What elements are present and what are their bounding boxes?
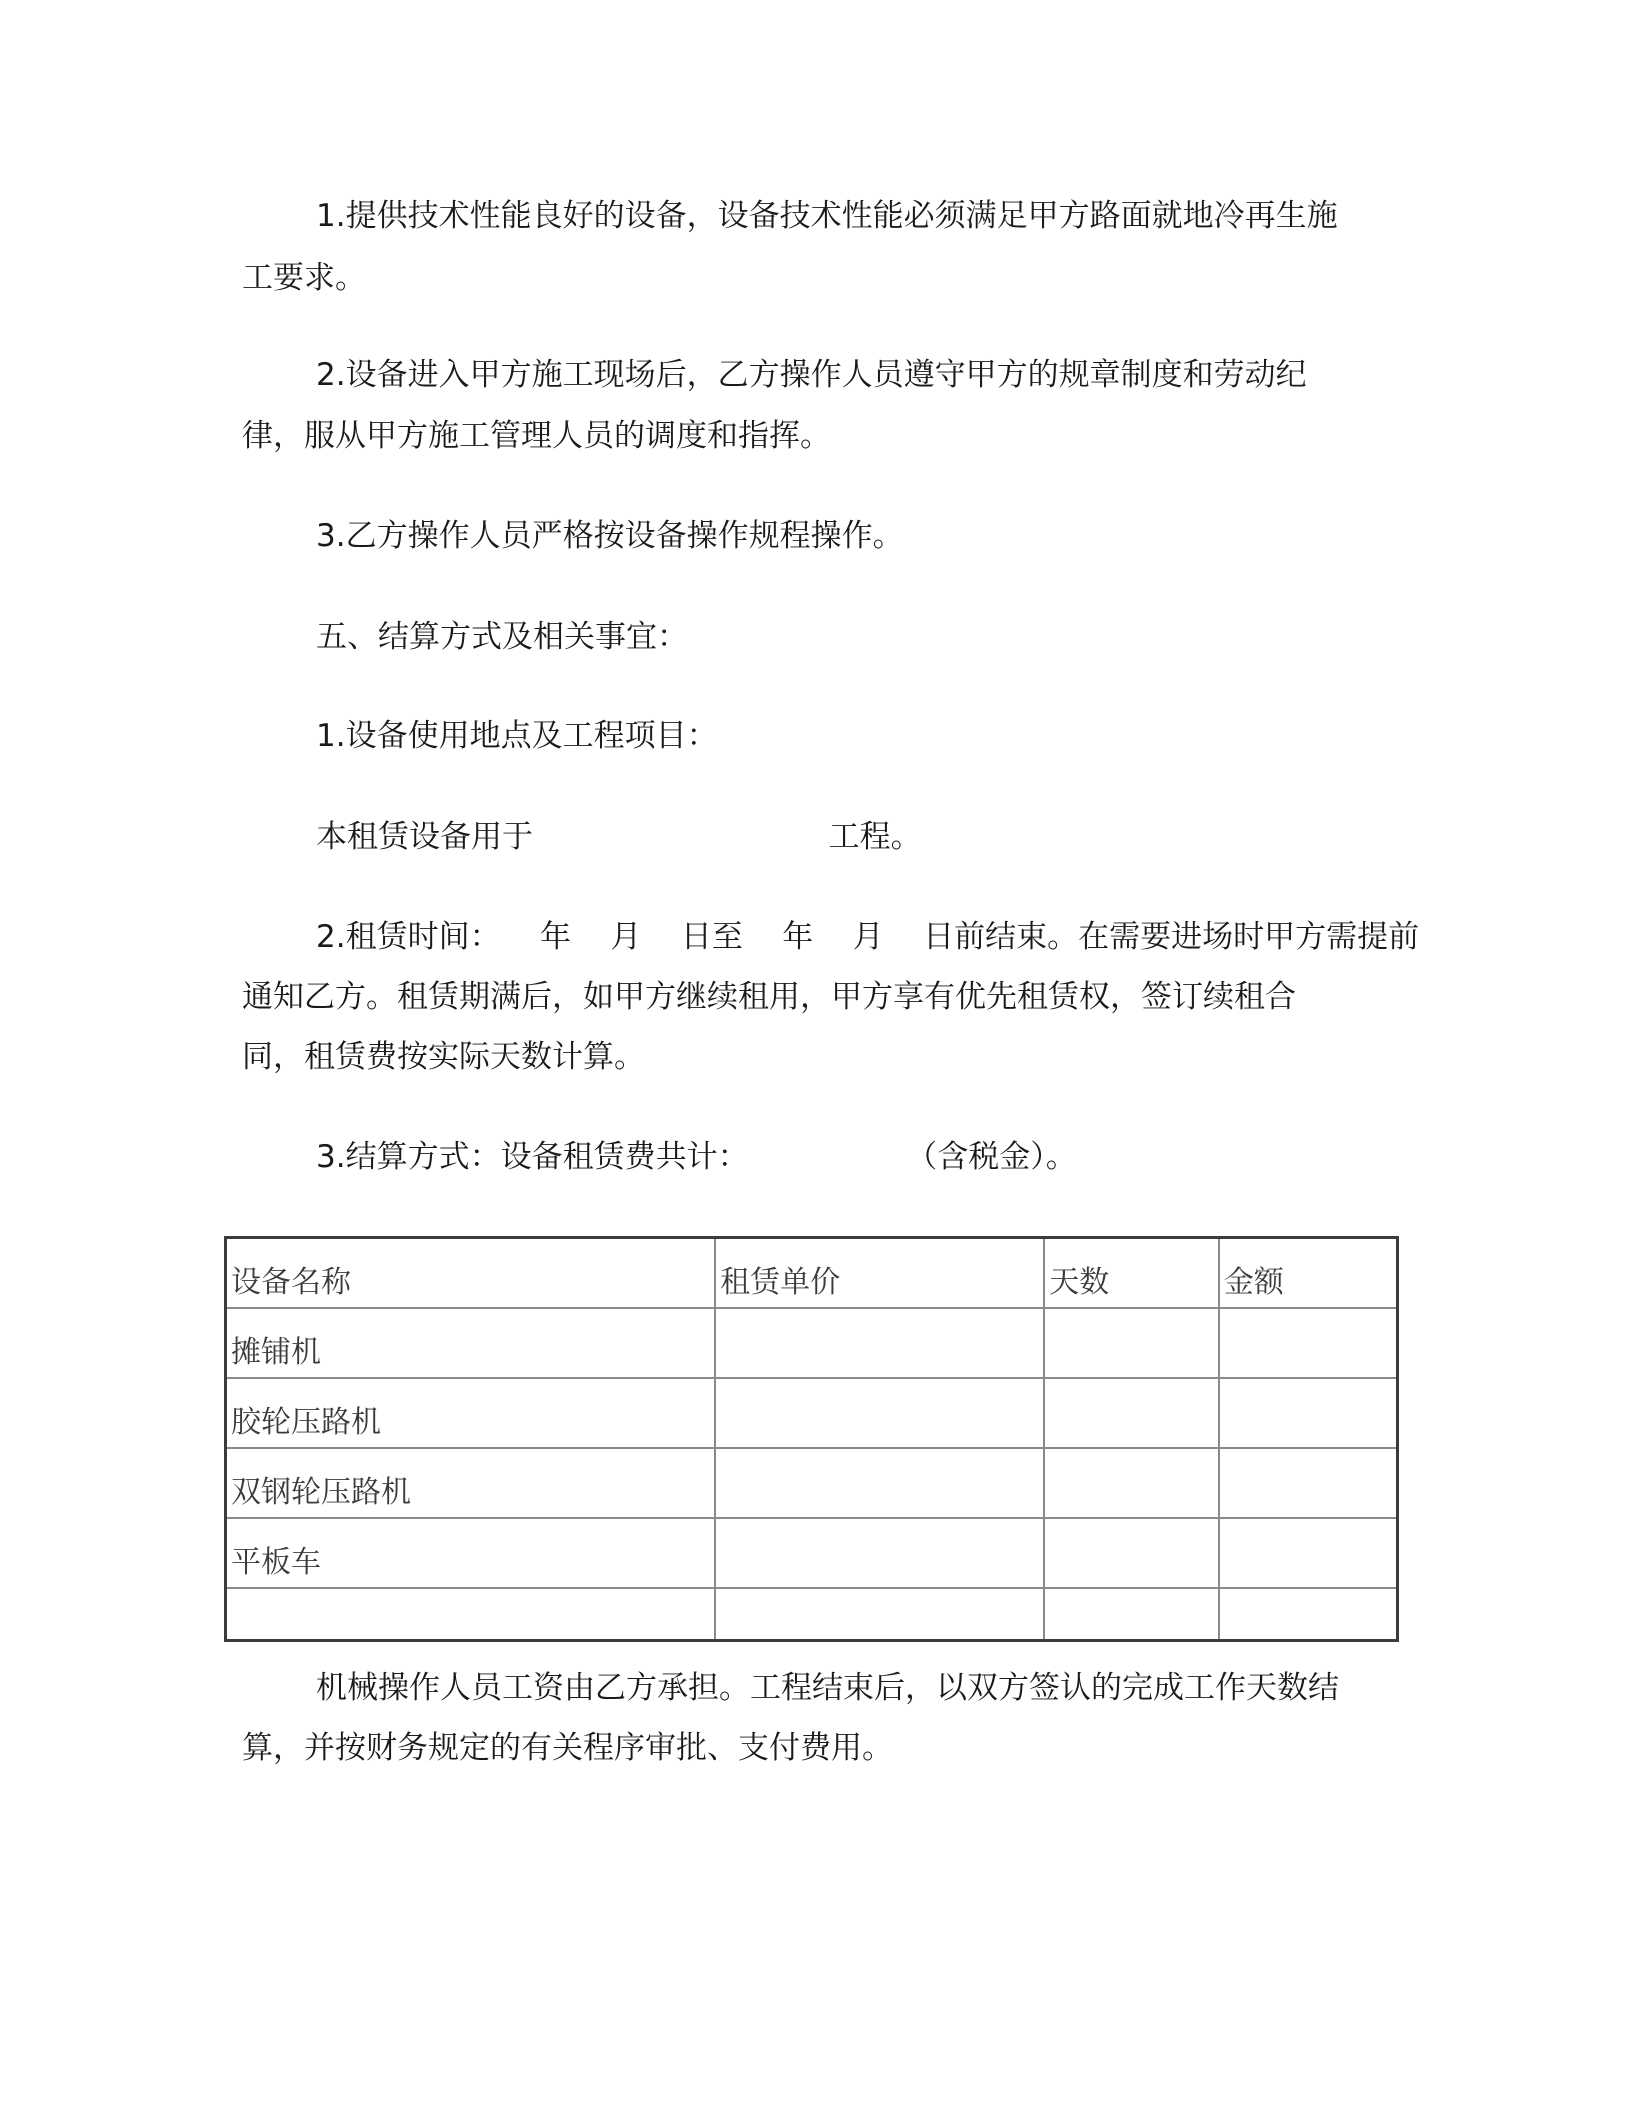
table-row — [226, 1448, 1398, 1518]
clause-2-line-1: 2.设备进入甲方施工现场后，乙方操作人员遵守甲方的规章制度和劳动纪 — [316, 357, 1307, 393]
section-5-item-2-line-2: 通知乙方。租赁期满后，如甲方继续租用，甲方享有优先租赁权，签订续租合 — [242, 979, 1296, 1015]
cell-unit-price — [715, 1588, 1044, 1641]
section-5-item-1: 1.设备使用地点及工程项目： — [316, 718, 718, 754]
section-5-item-2-line-3: 同，租赁费按实际天数计算。 — [242, 1039, 645, 1075]
clause-2-line-2: 律，服从甲方施工管理人员的调度和指挥。 — [242, 418, 831, 454]
header-unit-price: 租赁单价 — [715, 1238, 1044, 1309]
table-row — [226, 1518, 1398, 1588]
table-row — [226, 1308, 1398, 1378]
closing-line-2: 算，并按财务规定的有关程序审批、支付费用。 — [242, 1730, 893, 1766]
cell-days — [1044, 1588, 1219, 1641]
cell-unit-price — [715, 1378, 1044, 1448]
cell-amount — [1219, 1308, 1398, 1378]
clause-3: 3.乙方操作人员严格按设备操作规程操作。 — [316, 518, 904, 554]
clause-1-line-1: 1.提供技术性能良好的设备，设备技术性能必须满足甲方路面就地冷再生施 — [316, 198, 1338, 234]
cell-amount — [1219, 1518, 1398, 1588]
cell-unit-price — [715, 1518, 1044, 1588]
cell-days — [1044, 1378, 1219, 1448]
section-5-item-1-detail: 本租赁设备用于 工程。 — [316, 819, 922, 855]
header-days: 天数 — [1044, 1238, 1219, 1309]
table-header-row — [226, 1238, 1398, 1309]
cell-amount — [1219, 1448, 1398, 1518]
section-5-item-2-line-1: 2.租赁时间： 年 月 日至 年 月 日前结束。在需要进场时甲方需提前 — [316, 919, 1420, 955]
clause-1-line-2: 工要求。 — [242, 260, 366, 296]
table-row — [226, 1378, 1398, 1448]
cell-days — [1044, 1448, 1219, 1518]
cell-equipment-name: 双钢轮压路机 — [226, 1448, 716, 1518]
cell-amount — [1219, 1378, 1398, 1448]
cell-equipment-name: 胶轮压路机 — [226, 1378, 716, 1448]
cell-equipment-name: 摊铺机 — [226, 1308, 716, 1378]
cell-unit-price — [715, 1448, 1044, 1518]
cell-unit-price — [715, 1308, 1044, 1378]
cell-equipment-name: 平板车 — [226, 1518, 716, 1588]
equipment-rental-table — [224, 1236, 1399, 1642]
header-amount: 金额 — [1219, 1238, 1398, 1309]
table-row — [226, 1588, 1398, 1641]
cell-days — [1044, 1308, 1219, 1378]
closing-line-1: 机械操作人员工资由乙方承担。工程结束后，以双方签认的完成工作天数结 — [316, 1670, 1339, 1706]
header-equipment-name: 设备名称 — [226, 1238, 716, 1309]
section-5-item-3: 3.结算方式：设备租赁费共计： （含税金）。 — [316, 1139, 1077, 1175]
cell-equipment-name — [226, 1588, 716, 1641]
section-5-heading: 五、结算方式及相关事宜： — [316, 619, 688, 655]
cell-amount — [1219, 1588, 1398, 1641]
cell-days — [1044, 1518, 1219, 1588]
